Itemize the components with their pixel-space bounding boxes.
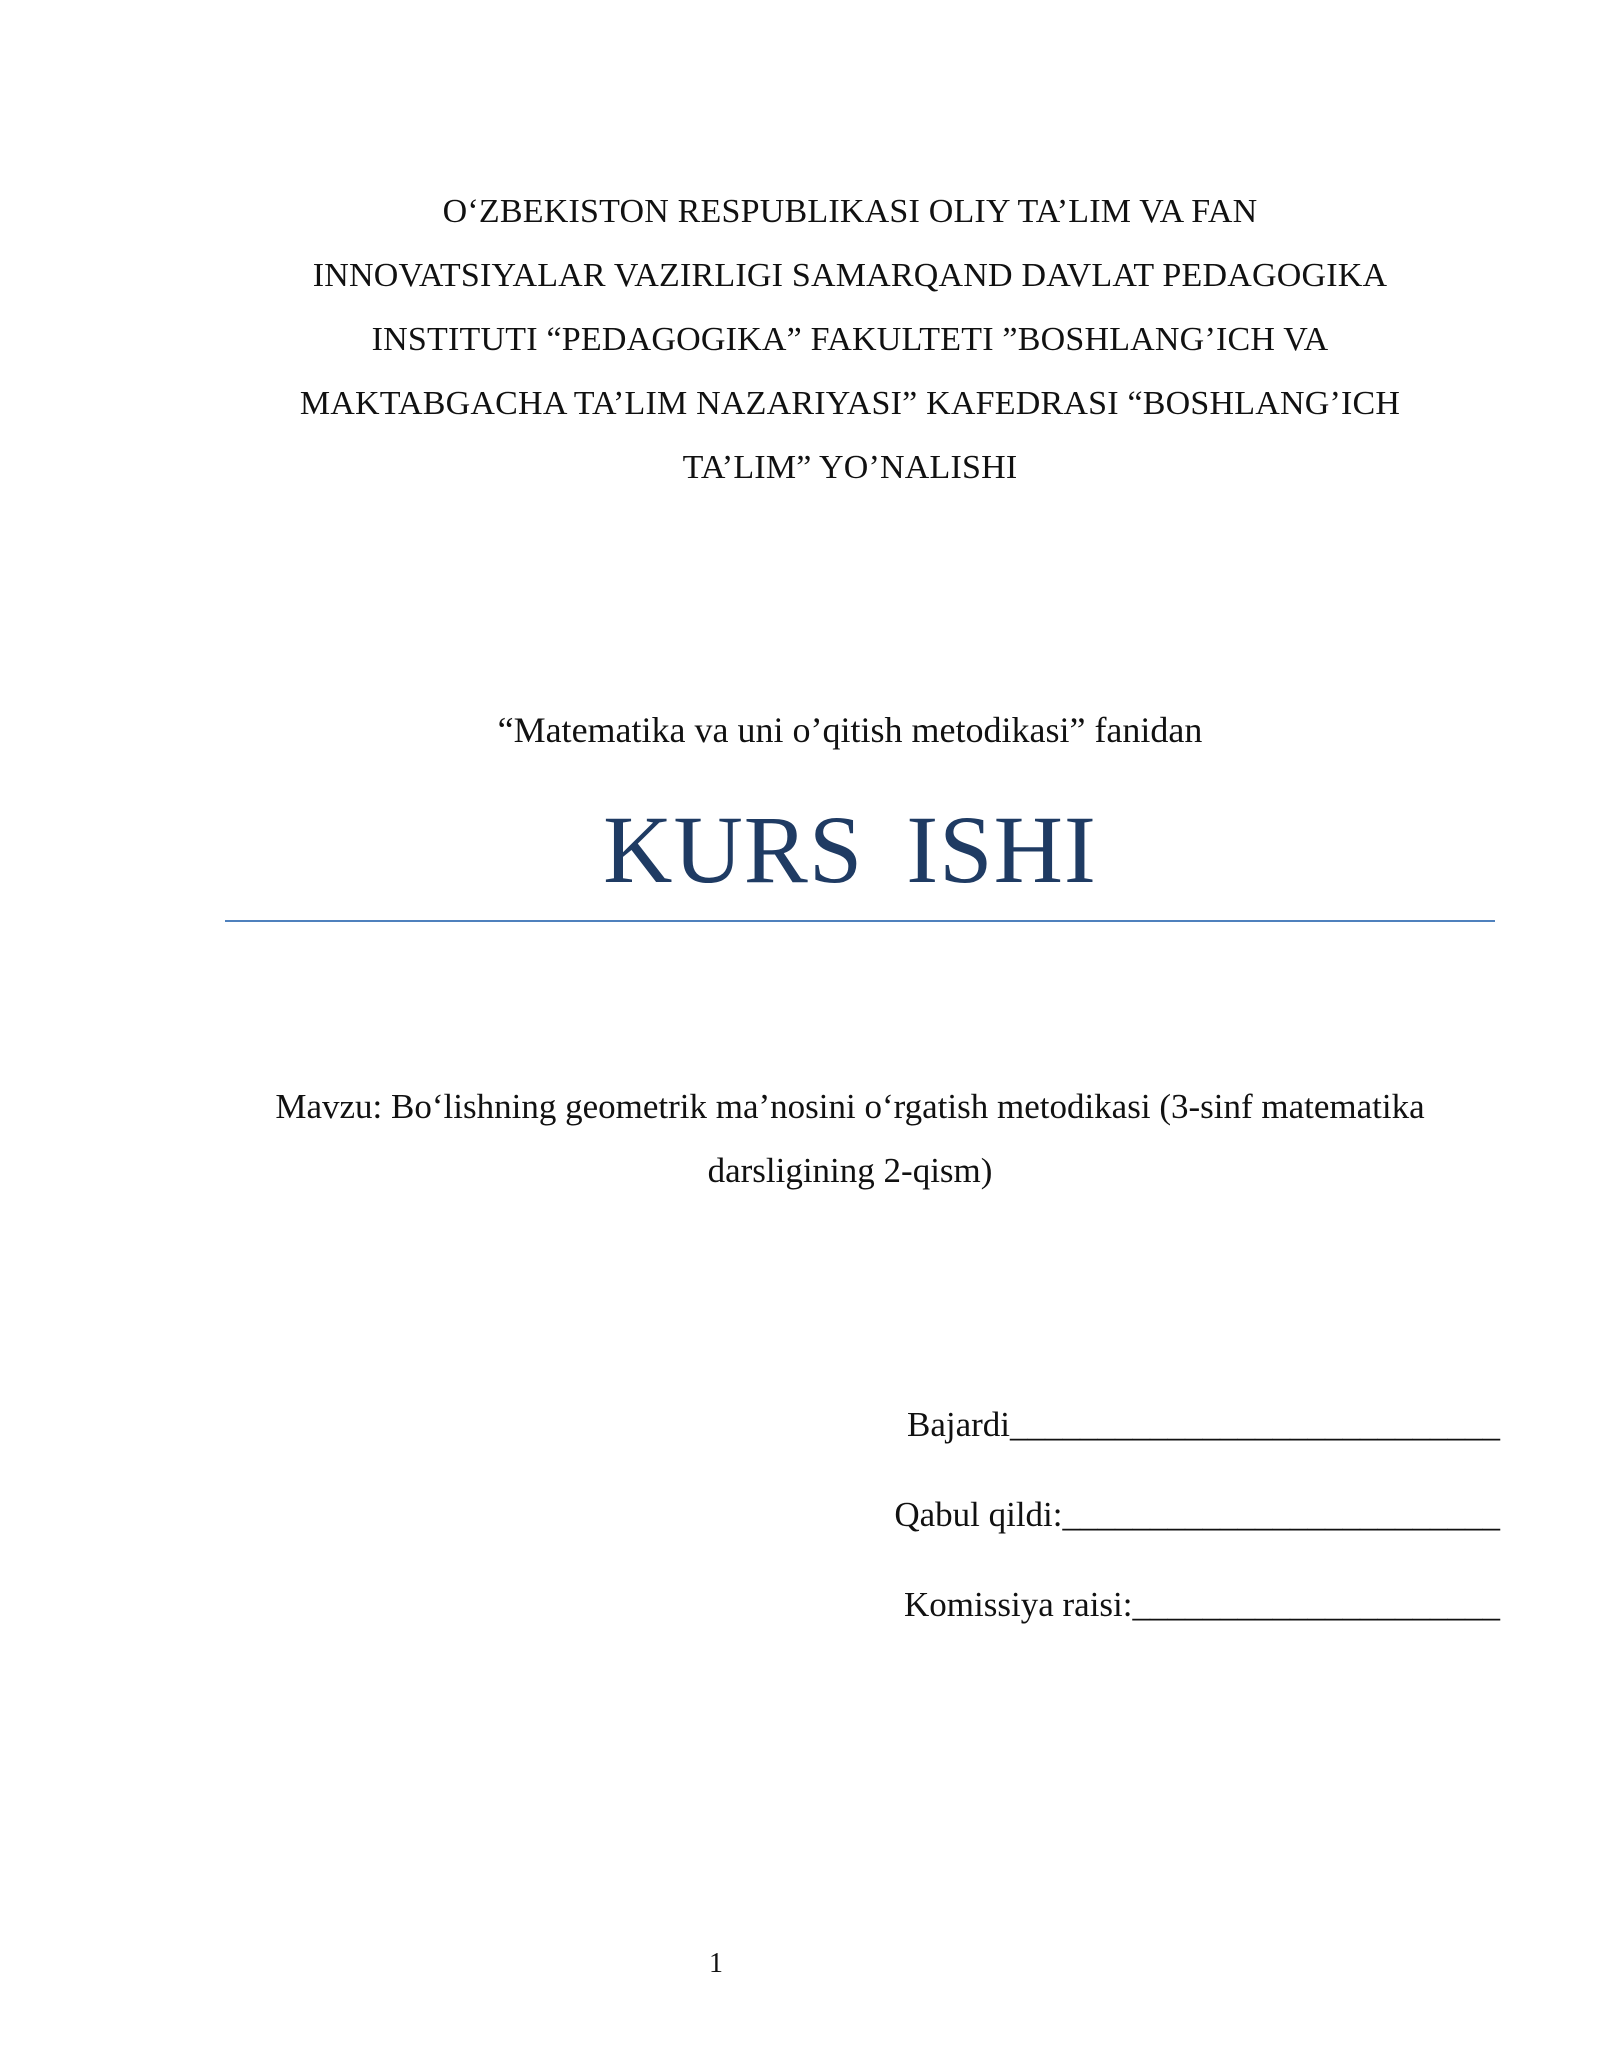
title-underline <box>225 920 1495 922</box>
signature-komissiya-raisi: Komissiya raisi:_____________________ <box>904 1585 1500 1624</box>
header-line-4: MAKTABGACHA TA’LIM NAZARIYASI” KAFEDRASI “BOSHLANG’ICH <box>299 385 1401 422</box>
institution-header <box>200 180 1500 500</box>
subject-line: “Matematika va uni o’qitish metodikasi” fanidan <box>497 710 1203 750</box>
header-line-5: TA’LIM” YO’NALISHI <box>682 449 1018 486</box>
signature-qabul-qildi: Qabul qildi:_________________________ <box>894 1495 1500 1534</box>
topic-line-1: Mavzu: Bo‘lishning geometrik ma’nosini o‘rgatish metodikasi (3-sinf matematika <box>275 1087 1425 1126</box>
page-number-container <box>0 1948 1600 1980</box>
document-title: KURS ISHI <box>603 796 1097 903</box>
header-line-3: INSTITUTI “PEDAGOGIKA” FAKULTETI ”BOSHLANG’ICH VA <box>371 321 1329 358</box>
page-number: 1 <box>709 1948 723 1979</box>
signature-bajardi: Bajardi____________________________ <box>906 1405 1500 1444</box>
header-line-2: INNOVATSIYALAR VAZIRLIGI SAMARQAND DAVLAT PEDAGOGIKA <box>312 257 1388 294</box>
topic-line-2: darsligining 2-qism) <box>707 1151 993 1190</box>
header-line-1: O‘ZBEKISTON RESPUBLIKASI OLIY TA’LIM VA FAN <box>442 193 1258 230</box>
topic-block <box>200 1075 1500 1203</box>
